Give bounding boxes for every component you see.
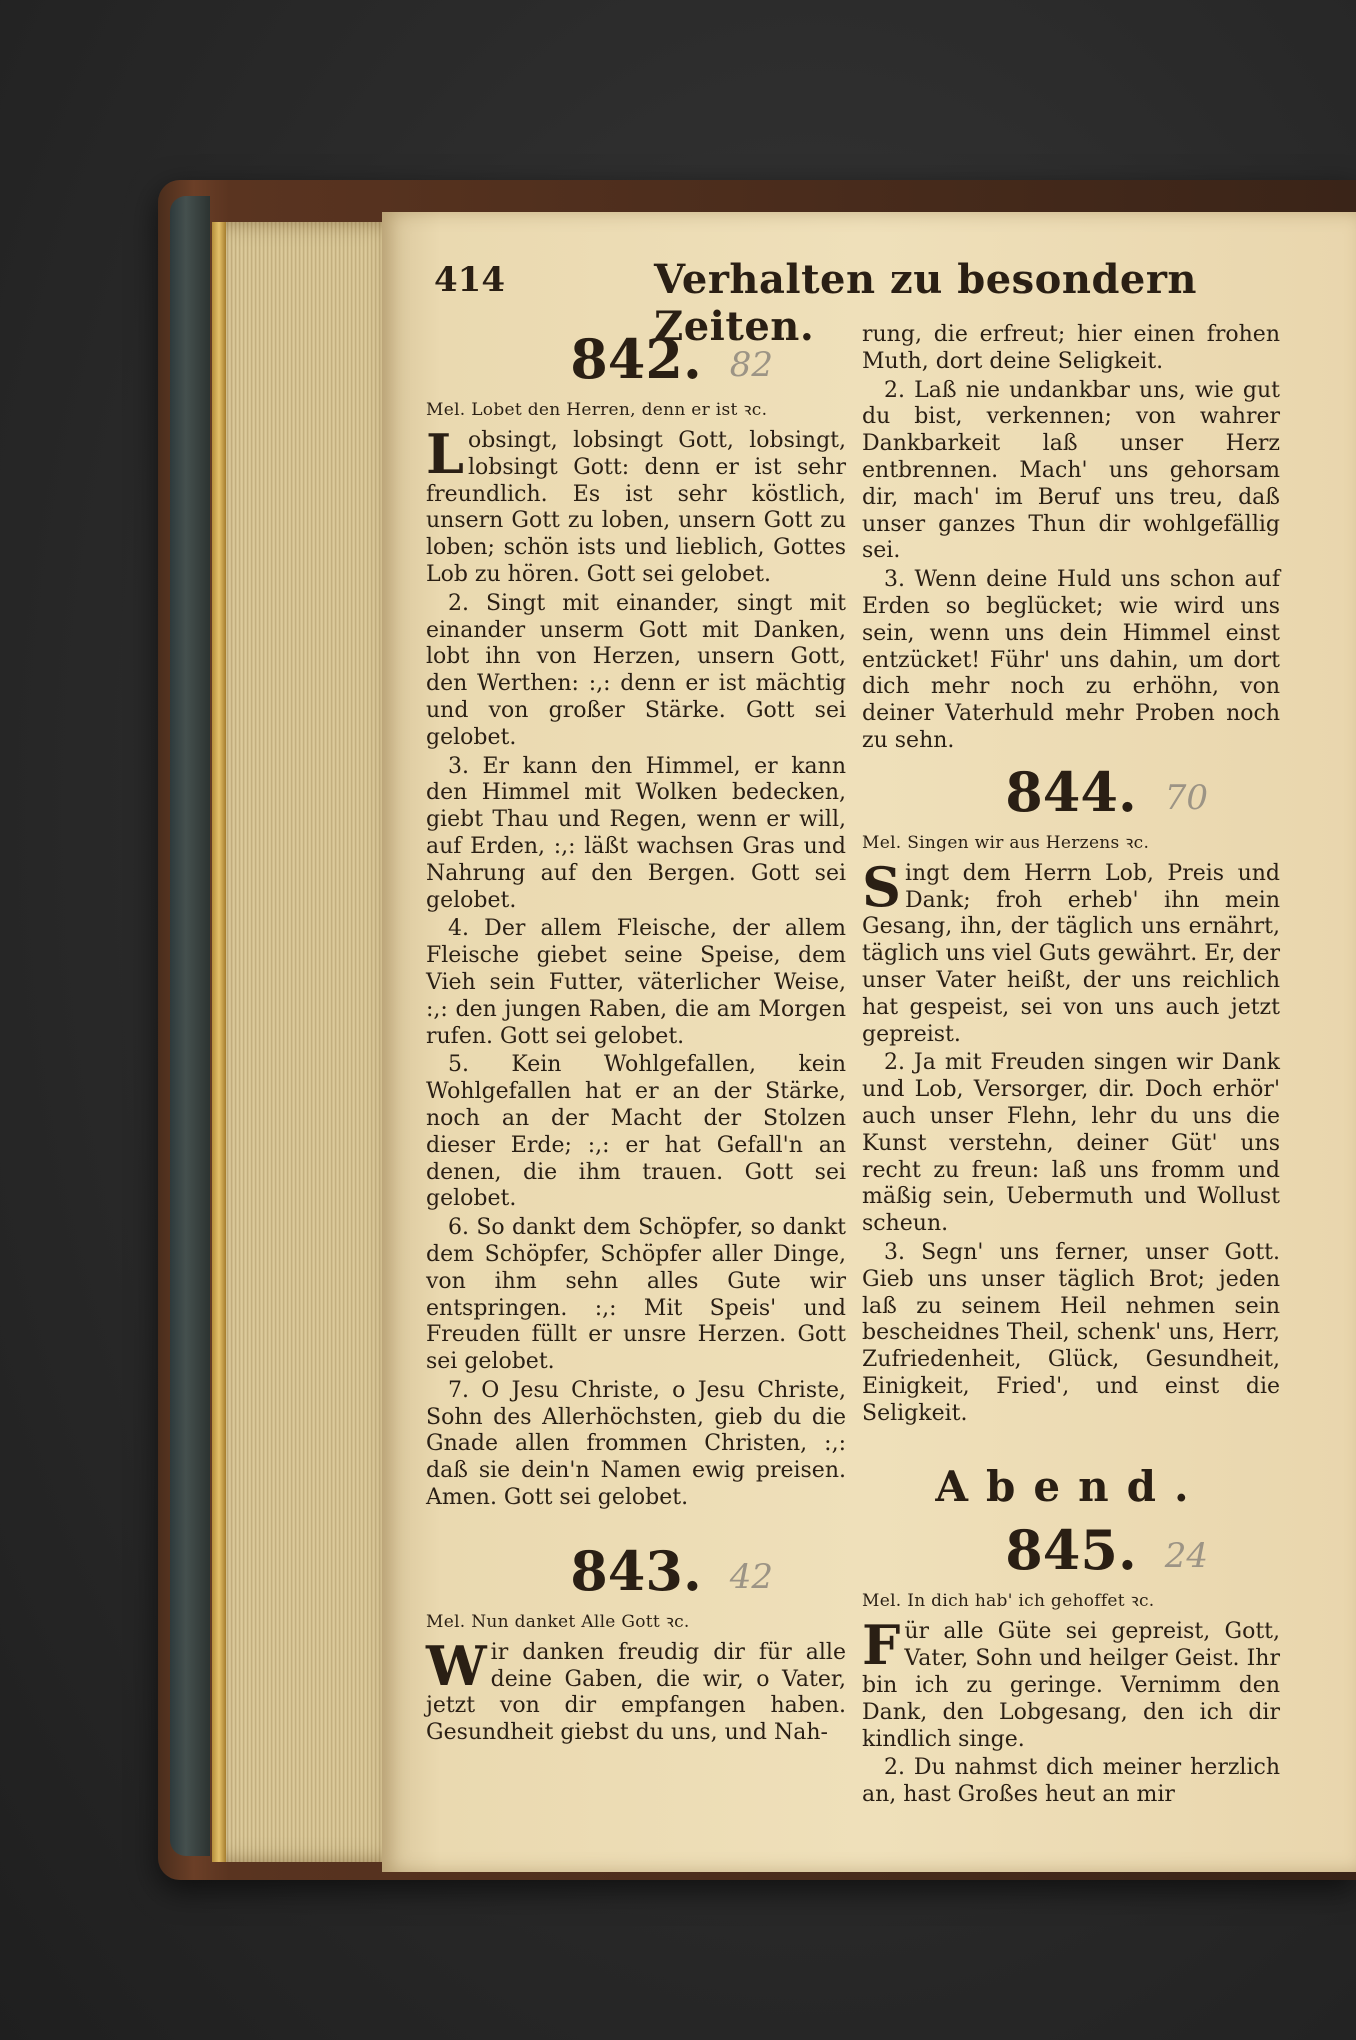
melody-line: Mel. Lobet den Herren, denn er ist ꝛc. <box>426 400 768 420</box>
page-edges <box>212 222 392 1862</box>
stanza: 3. Er kann den Himmel, er kann den Himmel mit Wolken bedecken, giebt Thau und Regen, wenn er will, auf Erden, :,: läßt wachsen Gras und Nahrung auf den Bergen. Gott sei gelobet. <box>426 753 846 913</box>
stanza: 3. Segn' uns ferner, unser Gott. Gieb uns unser täglich Brot; jeden laß zu seinem Heil nehmen sein bescheidnes Theil, schenk' uns, Herr, Zufriedenheit, Glück, Gesundheit, Einigkeit, Fried', und einst die Seligkeit. <box>862 1239 1280 1426</box>
initial-letter: W <box>426 1633 487 1698</box>
stanza: Lobsingt, lobsingt Gott, lobsingt, lobsingt Gott: denn er ist sehr freundlich. Es ist sehr köstlich, unsern Gott zu loben, unsern Gott zu loben; schön ists und lieblich, Gottes Lob zu hören. Gott sei gelobet. <box>426 422 846 587</box>
stanza: 5. Kein Wohlgefallen, kein Wohlgefallen hat er an der Stärke, noch an der Macht der Stolzen dieser Erde; :,: er hat Gefall'n an denen, die ihm trauen. Gott sei gelobet. <box>426 1052 846 1212</box>
hymn-number: 842. 82 <box>426 326 846 392</box>
stanza: 7. O Jesu Christe, o Jesu Christe, Sohn des Allerhöchsten, gieb du die Gnade allen frommen Christen, :,: daß sie dein'n Namen ewig preisen. Amen. Gott sei gelobet. <box>426 1377 846 1511</box>
pencil-annotation: 82 <box>729 345 774 385</box>
hymn-number: 843. 42 <box>426 1538 846 1604</box>
cover-spine-edge <box>170 196 210 1856</box>
hymn-number: 845. 24 <box>862 1517 1280 1583</box>
melody-line: Mel. In dich hab' ich gehoffet ꝛc. <box>862 1591 1155 1612</box>
stanza: 2. Laß nie undankbar uns, wie gut du bist, verkennen; von wahrer Dankbarkeit laß unser Herz entbrennen. Mach' uns gehorsam dir, mach' im Beruf uns treu, daß unser ganzes Thun dir wohlgefällig sei. <box>862 377 1280 564</box>
stanza: 2. Du nahmst dich meiner herzlich an, hast Großes heut an mir <box>862 1755 1280 1808</box>
right-column <box>862 322 1280 1811</box>
stanza: 2. Singt mit einander, singt mit einander unserm Gott mit Danken, lobt ihn von Herzen, unsern Gott, den Werthen: :,: denn er ist mächtig und von großer Stärke. Gott sei gelobet. <box>426 590 846 750</box>
hymn-number: 844. 70 <box>862 759 1280 825</box>
initial-letter: L <box>426 422 464 486</box>
page-heading: Verhalten zu besondern Zeiten. <box>654 256 1198 350</box>
stanza: Wir danken freudig dir für alle deine Gaben, die wir, o Vater, jetzt von dir empfangen haben. Gesundheit giebst du uns, und Nah- <box>426 1633 846 1746</box>
section-title: Abend. <box>935 1462 1207 1512</box>
pencil-annotation: 24 <box>1164 1536 1209 1577</box>
pencil-annotation: 70 <box>1164 777 1209 818</box>
stanza-continuation: rung, die erfreut; hier einen frohen Muth, dort deine Seligkeit. <box>862 322 1280 374</box>
melody-line: Mel. Singen wir aus Herzens ꝛc. <box>862 832 1150 853</box>
stanza: 2. Ja mit Freuden singen wir Dank und Lob, Versorger, dir. Doch erhör' auch unser Flehn, lehr du uns die Kunst verstehn, deiner Güt' uns recht zu freun: laß uns fromm und mäßig sein, Uebermuth und Wollust scheun. <box>862 1050 1280 1237</box>
stanza: 3. Wenn deine Huld uns schon auf Erden so beglücket; wie wird uns sein, wenn uns dein Himmel einst entzücket! Führ' uns dahin, um dort dich mehr noch zu erhöhn, von deiner Vaterhuld mehr Proben noch zu sehn. <box>862 567 1280 753</box>
pencil-annotation: 42 <box>729 1556 774 1597</box>
page-number: 414 <box>434 260 505 300</box>
stanza: 4. Der allem Fleische, der allem Fleische giebet seine Speise, dem Vieh sein Futter, väterlicher Weise, :,: den jungen Raben, die am Morgen rufen. Gott sei gelobet. <box>426 916 846 1049</box>
stanza: Für alle Güte sei gepreist, Gott, Vater, Sohn und heilger Geist. Ihr bin ich zu geringe. Vernimm den Dank, den Lobgesang, den ich dir kindlich singe. <box>862 1613 1280 1752</box>
melody-line: Mel. Nun danket Alle Gott ꝛc. <box>426 1611 690 1632</box>
gilt-edge <box>212 222 226 1862</box>
initial-letter: S <box>862 854 901 919</box>
left-column <box>426 322 846 1749</box>
stanza: 6. So dankt dem Schöpfer, so dankt dem Schöpfer, Schöpfer aller Dinge, von ihm sehn alles Gute wir entspringen. :,: Mit Speis' und Freuden füllt er unsre Herzen. Gott sei gelobet. <box>426 1215 846 1375</box>
book-page <box>382 212 1356 1872</box>
stanza: Singt dem Herrn Lob, Preis und Dank; froh erheb' ihn mein Gesang, ihn, der täglich uns ernährt, täglich uns viel Guts gewährt. Er, der unser Vater heißt, der uns reichlich hat gespeist, sei von uns auch jetzt gepreist. <box>862 854 1280 1047</box>
initial-letter: F <box>862 1613 901 1678</box>
